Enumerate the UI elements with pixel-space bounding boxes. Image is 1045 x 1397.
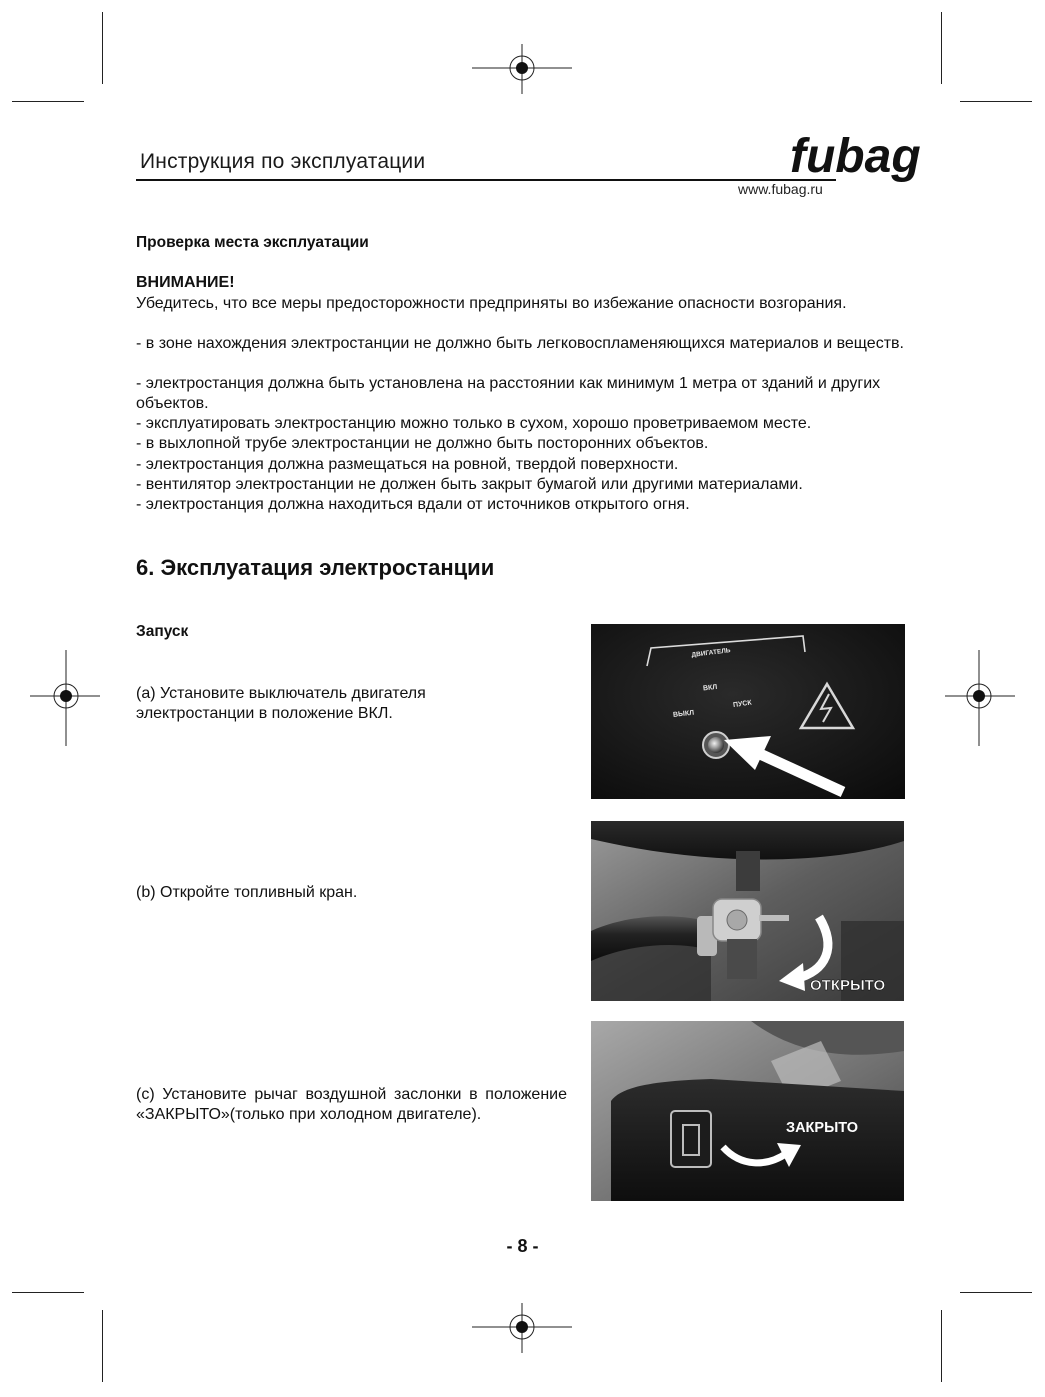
registration-mark-top xyxy=(472,44,572,94)
open-caption: ОТКРЫТО xyxy=(810,977,886,994)
start-heading: Запуск xyxy=(136,623,189,640)
warning-title: ВНИМАНИЕ! xyxy=(136,274,235,291)
precaution-item: - в зоне нахождения электростанции не должно быть легковоспламеняющихся материалов и веществ. xyxy=(136,335,904,352)
precaution-item: - эксплуатировать электростанцию можно только в сухом, хорошо проветриваемом месте. xyxy=(136,415,812,432)
brand-logo-text: fubag xyxy=(790,130,921,183)
registration-mark-bottom xyxy=(472,1303,572,1353)
on-label: ВКЛ xyxy=(702,683,718,693)
header-rule xyxy=(136,179,836,181)
step-b: (b) Откройте топливный кран. xyxy=(136,884,358,901)
air-filter-box-icon xyxy=(611,1079,904,1201)
start-label: ПУСК xyxy=(732,699,753,710)
precaution-item: - электростанция должна размещаться на ровной, твердой поверхности. xyxy=(136,456,679,473)
precaution-item: - в выхлопной трубе электростанции не должно быть посторонних объектов. xyxy=(136,435,709,452)
section-title: 6. Эксплуатация электростанции xyxy=(136,555,495,580)
page-number: - 8 - xyxy=(506,1236,539,1256)
precaution-item: - электростанция должна находиться вдали от источников открытого огня. xyxy=(136,496,690,513)
precaution-item: - электростанция должна быть установлена на расстоянии как минимум 1 метра от зданий и других объектов. xyxy=(136,375,881,413)
fuel-valve-photo xyxy=(591,821,904,1001)
registration-mark-right xyxy=(945,650,1015,746)
document-title: Инструкция по эксплуатации xyxy=(140,150,426,173)
switch-panel-photo xyxy=(591,624,905,799)
panel-label: ДВИГАТЕЛЬ xyxy=(691,647,731,659)
closed-caption: ЗАКРЫТО xyxy=(786,1120,859,1136)
precaution-item: - вентилятор электростанции не должен быть закрыт бумагой или другими материалами. xyxy=(136,476,803,493)
off-label: ВЫКЛ xyxy=(672,709,695,719)
brand-logo xyxy=(786,128,921,186)
site-check-heading: Проверка места эксплуатации xyxy=(136,234,369,251)
warning-intro: Убедитесь, что все меры предосторожности предприняты во избежание опасности возгорания. xyxy=(136,295,847,312)
step-c: (c) Установите рычаг воздушной заслонки в положение «ЗАКРЫТО»(только при холодном двигателе). xyxy=(136,1086,567,1124)
choke-photo xyxy=(591,1021,904,1201)
website-url: www.fubag.ru xyxy=(738,181,823,197)
registration-mark-left xyxy=(30,650,100,746)
step-a: (a) Установите выключатель двигателя электростанции в положение ВКЛ. xyxy=(136,685,426,723)
